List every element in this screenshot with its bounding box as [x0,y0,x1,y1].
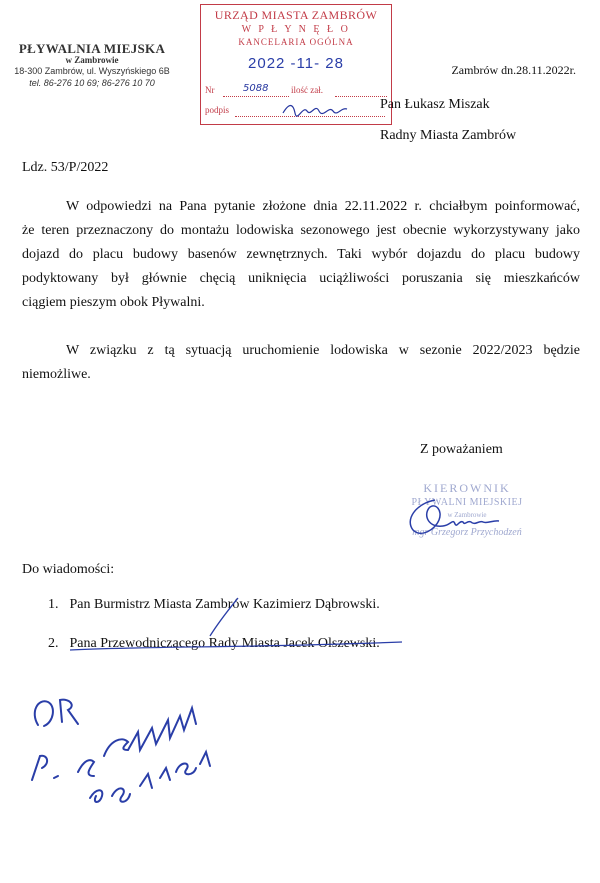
signature-stamp-title: KIEROWNIK [423,481,511,495]
stamp-office: URZĄD MIASTA ZAMBRÓW [214,8,378,22]
stamp-nr-value: 5088 [243,83,269,94]
paragraph-line: W odpowiedzi na Pana pytanie złożone dnia 22.11.2022 r. chciałbym poinformować, [66,199,580,214]
cc-item-text: Pana Przewodniczącego Rady Miasta Jacek Olszewski. [69,636,380,651]
paragraph-1 [22,195,580,315]
cc-label: Do wiadomości: [22,562,115,577]
letterhead-address: 18-300 Zambrów, ul. Wyszyńskiego 6B [14,66,170,76]
paragraph-line: że teren przeznaczony do montażu lodowiska sezonowego jest obecnie wykorzystywany jako [22,223,580,238]
paragraph-line: niemożliwe. [22,367,91,382]
stamp-nr-line [223,96,289,97]
stamp-nr-label: Nr [205,85,215,95]
closing: Z poważaniem [420,442,503,457]
received-stamp [200,4,392,125]
recipient-title: Radny Miasta Zambrów [380,128,517,143]
pen-strokes [60,590,420,660]
cc-item-text: Pan Burmistrz Miasta Zambrów Kazimierz Dąbrowski. [69,597,380,612]
recipient-name: Pan Łukasz Miszak [380,97,490,112]
paragraph-line: W związku z tą sytuacją uruchomienie lodowiska w sezonie 2022/2023 będzie [66,343,580,358]
handwritten-annotation [20,680,220,830]
letterhead-name: PŁYWALNIA MIEJSKA [18,41,166,56]
signature-stamp-town: w Zambrowie [447,511,487,519]
letterhead-phone: tel. 86-276 10 69; 86-276 10 70 [29,78,155,88]
stamp-attachments-label: ilość zał. [291,85,323,95]
date-place: Zambrów dn.28.11.2022r. [451,63,576,77]
paragraph-line: ciągiem pieszym obok Pływalni. [22,295,205,310]
stamp-received: W P Ł Y N Ę Ł O [241,24,351,35]
signature-handwriting [395,490,515,545]
stamp-signature-label: podpis [205,105,230,115]
stamp-department: KANCELARIA OGÓLNA [238,37,354,47]
cc-item-number: 1. [48,597,59,612]
cc-item-number: 2. [48,636,59,651]
letterhead-subtitle: w Zambrowie [65,55,119,65]
stamp-date: 2022 -11- 28 [248,55,344,72]
reference-number: Ldz. 53/P/2022 [22,160,109,175]
paragraph-line: dojazd do placu budowy basenów zewnętrznych. Taki wybór dojazdu do placu budowy [22,247,580,262]
signature-stamp-person: mgr Grzegorz Przychodzeń [412,527,522,538]
stamp-handwritten-signature [281,99,351,119]
paragraph-line: podyktowany był głównie chęcią uniknięcia uciążliwości poruszania się mieszkańców [22,271,580,286]
signature-stamp-institution: PŁYWALNI MIEJSKIEJ [411,497,523,508]
paragraph-2 [22,339,580,387]
